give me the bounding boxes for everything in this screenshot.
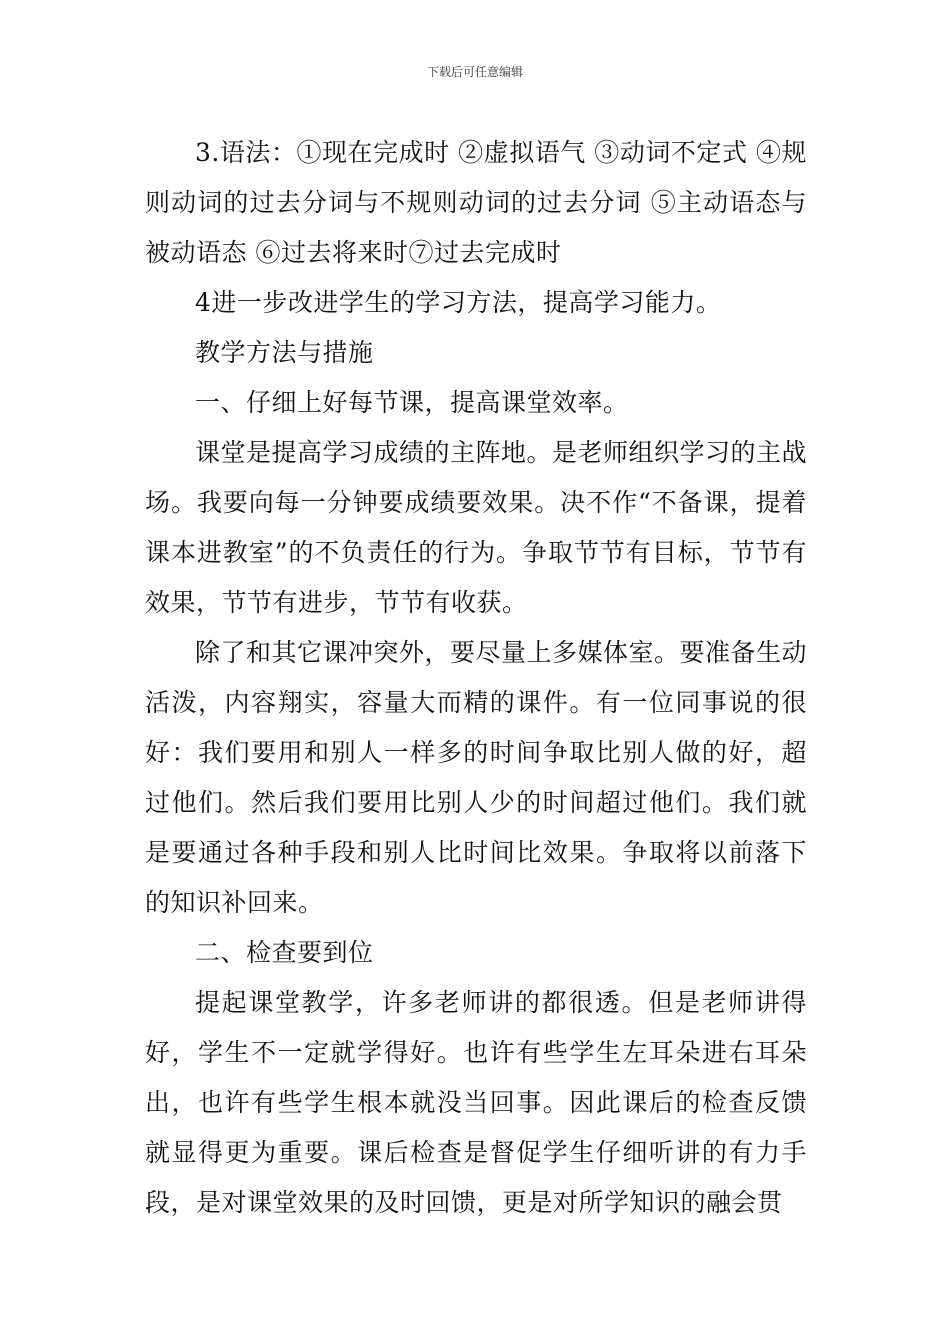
document-body bbox=[145, 128, 807, 1228]
page-header-note: 下载后可任意编辑 bbox=[426, 65, 523, 79]
section-heading-methods: 教学方法与措施 bbox=[195, 338, 374, 367]
paragraph-grammar-list: 3.语法：①现在完成时 ②虚拟语气 ③动词不定式 ④规则动词的过去分词与不规则动词的过去分词 ⑤主动语态与被动语态 ⑥过去将来时⑦过去完成时 bbox=[145, 138, 807, 267]
paragraph-multimedia: 除了和其它课冲突外，要尽量上多媒体室。要准备生动活泼，内容翔实，容量大而精的课件。有一位同事说的很好：我们要用和别人一样多的时间争取比别人做的好，超过他们。然后我们要用比别人少的时间超过他们。我们就是要通过各种手段和别人比时间比效果。争取将以前落下的知识补回来。 bbox=[145, 638, 808, 917]
paragraph-classroom: 课堂是提高学习成绩的主阵地。是老师组织学习的主战场。我要向每一分钟要成绩要效果。决不作“不备课，提着课本进教室”的不负责任的行为。争取节节有目标，节节有效果，节节有进步，节节有收获。 bbox=[145, 438, 808, 617]
section-heading-one: 一、仔细上好每节课，提高课堂效率。 bbox=[195, 388, 629, 417]
section-heading-two: 二、检查要到位 bbox=[195, 938, 374, 967]
paragraph-learning-method: 4进一步改进学生的学习方法，提高学习能力。 bbox=[195, 288, 722, 317]
paragraph-checking: 提起课堂教学，许多老师讲的都很透。但是老师讲得好，学生不一定就学得好。也许有些学生左耳朵进右耳朵出，也许有些学生根本就没当回事。因此课后的检查反馈就显得更为重要。课后检查是督促学生仔细听讲的有力手段，是对课堂效果的及时回馈，更是对所学知识的融会贯 bbox=[145, 988, 807, 1217]
